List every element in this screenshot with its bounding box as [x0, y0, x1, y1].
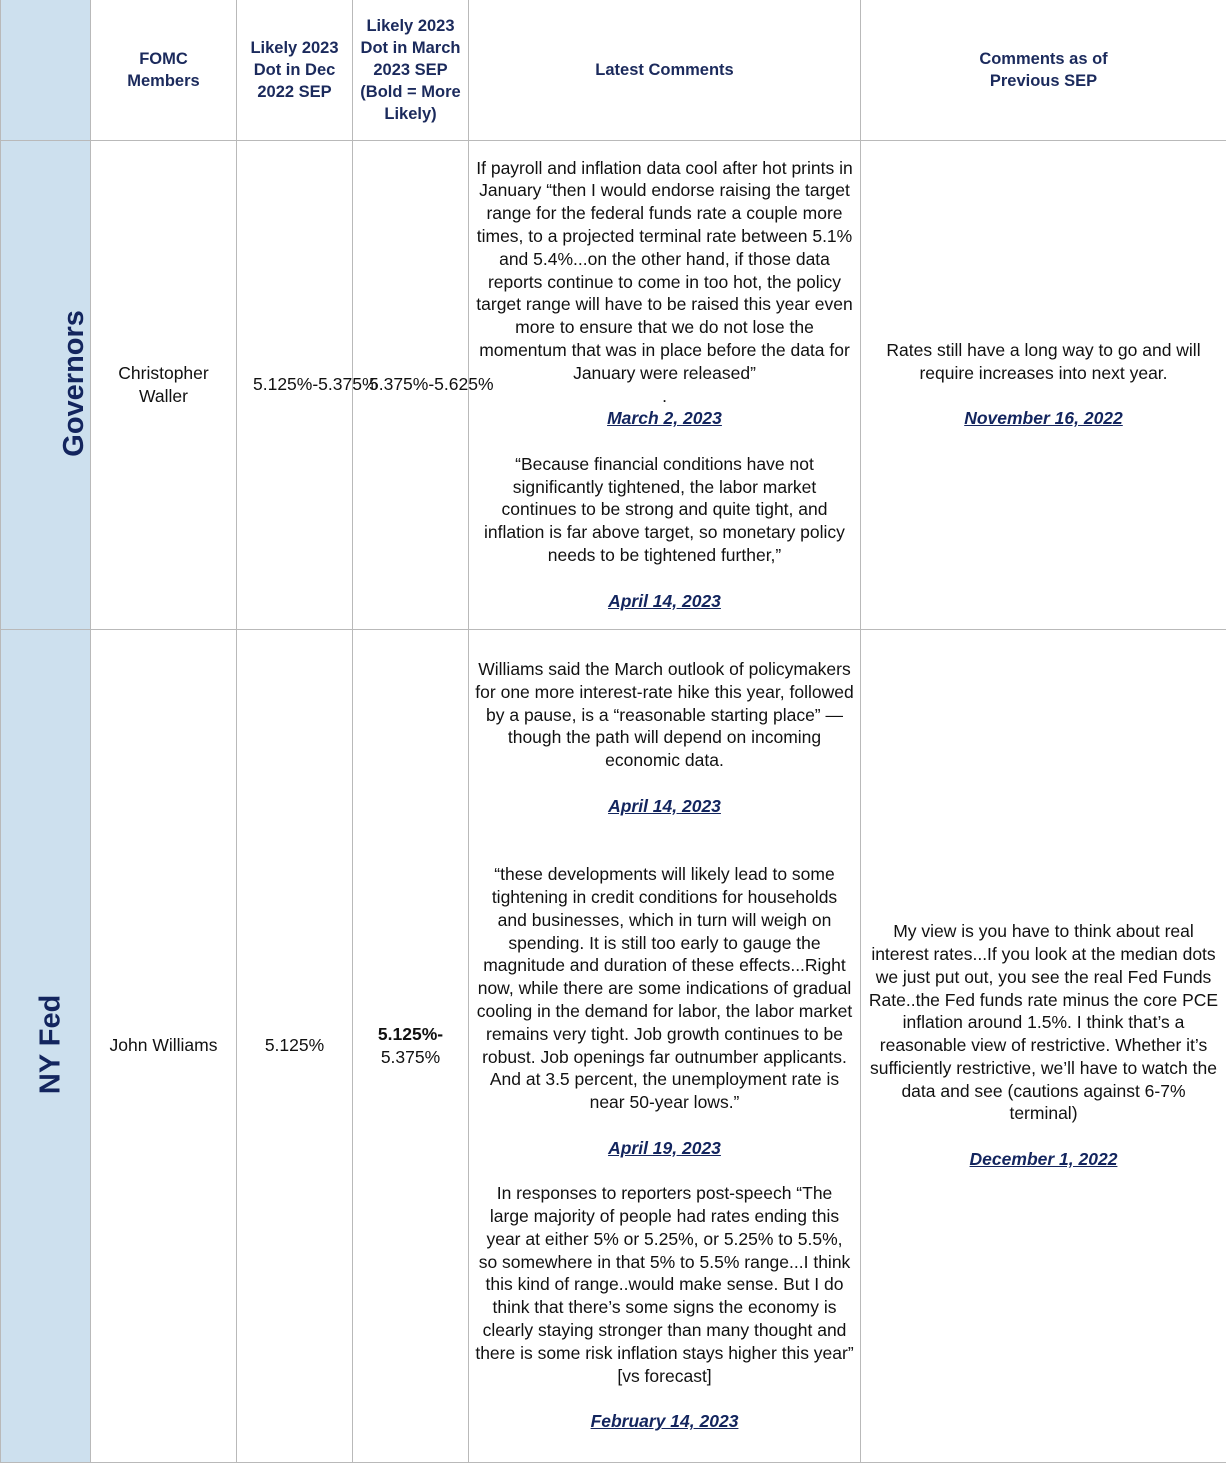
group-governors	[1, 140, 91, 629]
previous-comments-cell	[861, 140, 1226, 629]
mar-dot-cell	[353, 629, 469, 1462]
previous-text: My view is you have to think about real interest rates...If you look at the median dots we just put out, you see the real Fed Funds Rate..the Fed funds rate minus the core PCE inflation around 1.5%. I think that’s a reasonable view of restrictive. Whether it’s sufficiently restrictive, we’ll have to watch the data and see (cautions against 6-7% terminal)	[867, 920, 1220, 1125]
header-side-cell	[1, 0, 91, 140]
dec-dot-cell: 5.125%-5.375%	[237, 140, 353, 629]
comment-date: April 14, 2023	[475, 795, 854, 818]
comment-text: “these developments will likely lead to some tightening in credit conditions for households and businesses, which in turn will weigh on spending. It is still too early to gauge the magnitude and duration of these effects...Right now, while there are some indications of gradual cooling in the demand for labor, the labor market remains very tight. Job growth continues to be robust. Job openings far outnumber applicants. And at 3.5 percent, the unemployment rate is near 50-year lows.”	[475, 863, 854, 1114]
member-cell: John Williams	[91, 629, 237, 1462]
member-cell: Christopher Waller	[91, 140, 237, 629]
header-dec-dot: Likely 2023 Dot in Dec 2022 SEP	[237, 0, 353, 140]
header-row	[1, 0, 1226, 140]
comment-date: April 14, 2023	[475, 590, 854, 613]
previous-text: Rates still have a long way to go and will require increases into next year.	[867, 339, 1220, 385]
latest-comments-cell	[469, 140, 861, 629]
dot-mark: .	[475, 385, 854, 408]
previous-date: November 16, 2022	[867, 407, 1220, 430]
header-mar-dot: Likely 2023 Dot in March 2023 SEP (Bold = More Likely)	[353, 0, 469, 140]
comment-text: If payroll and inflation data cool after hot prints in January “then I would endorse raising the target range for the federal funds rate a couple more times, to a projected terminal rate between 5.1% and 5.4%...on the other hand, if those data reports continue to come in too hot, the policy target range will have to be raised this year even more to ensure that we do not lose the momentum that was in place before the data for January were released”	[475, 157, 854, 385]
row-williams	[1, 629, 1226, 1462]
previous-date: December 1, 2022	[867, 1148, 1220, 1171]
comment-text: “Because financial conditions have not significantly tightened, the labor market continues to be strong and quite tight, and inflation is far above target, so monetary policy needs to be tightened further,”	[475, 453, 854, 567]
dec-dot-cell: 5.125%	[237, 629, 353, 1462]
comment-date: February 14, 2023	[475, 1410, 854, 1433]
header-previous-comments: Comments as of Previous SEP	[861, 0, 1226, 140]
mar-dot-rest: 5.375%	[359, 1046, 462, 1069]
previous-comments-cell	[861, 629, 1226, 1462]
row-waller	[1, 140, 1226, 629]
latest-comments-cell	[469, 629, 861, 1462]
group-ny-fed	[1, 629, 91, 1462]
header-members: FOMC Members	[91, 0, 237, 140]
mar-dot-cell: 5.375%-5.625%	[353, 140, 469, 629]
header-latest-comments: Latest Comments	[469, 0, 861, 140]
comment-text: In responses to reporters post-speech “The large majority of people had rates ending this year at either 5% or 5.25%, or 5.25% to 5.5%, so somewhere in that 5% to 5.5% range...I think this kind of range..would make sense. But I do think that there’s some signs the economy is clearly staying stronger than many thought and there is some risk inflation stays higher this year” [vs forecast]	[475, 1182, 854, 1387]
comment-date: April 19, 2023	[475, 1137, 854, 1160]
comment-date: March 2, 2023	[475, 407, 854, 430]
ny-fed-label: NY Fed	[39, 994, 62, 1093]
governors-label: Governors	[63, 310, 86, 457]
mar-dot-bold: 5.125%-	[359, 1023, 462, 1046]
comment-text: Williams said the March outlook of policymakers for one more interest-rate hike this year, followed by a pause, is a “reasonable starting place” — though the path will depend on incoming economic data.	[475, 658, 854, 772]
